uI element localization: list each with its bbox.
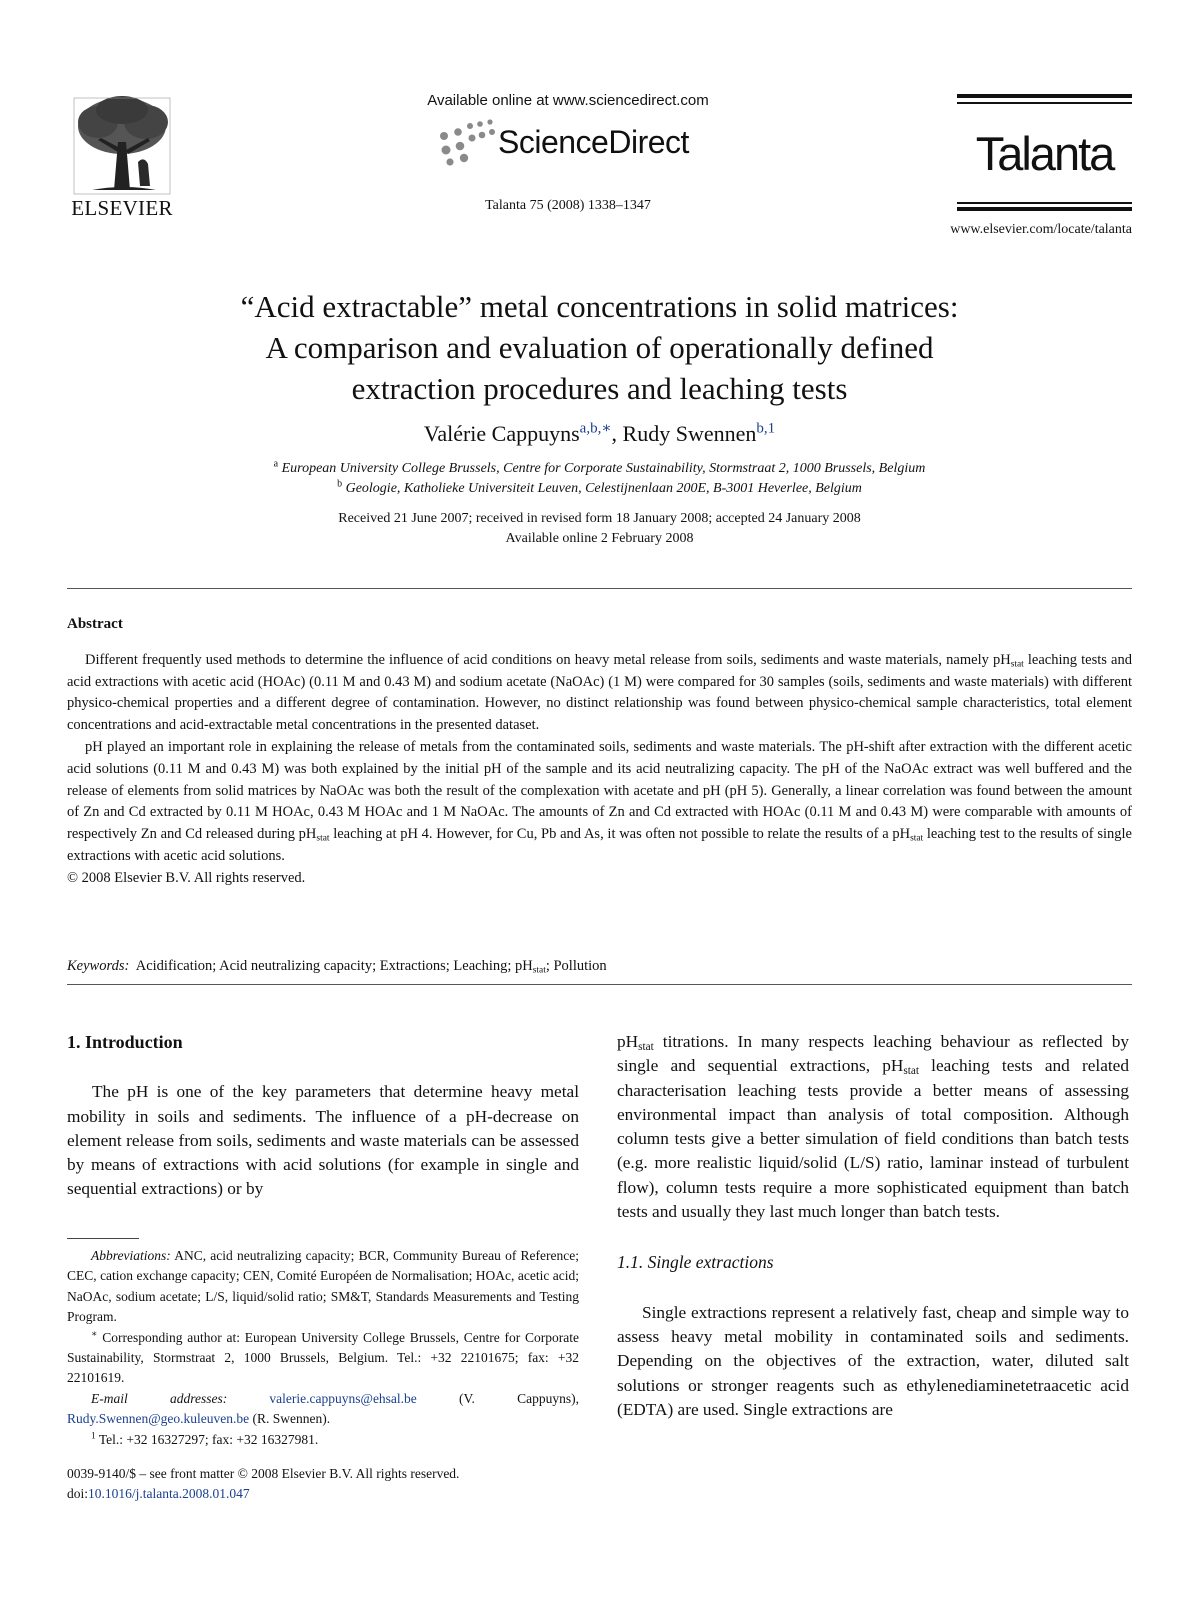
author-name: Rudy Swennen [622,421,757,446]
elsevier-tree-icon [68,92,176,200]
footnote-corresponding [67,1328,579,1389]
body-paragraph: Single extractions represent a relatively fast, cheap and simple way to assess heavy metal mobility in contaminated soils and sediments. Depending on the objectives of the extraction, water, diluted salt solutions or stronger reagents such as ethylenediaminetetraacetic acid (EDTA) are used. Single extractions are [617,1302,1129,1419]
footnote-emails [67,1389,579,1430]
subscript: stat [1010,659,1024,670]
masthead-rule-bottom [957,207,1132,211]
paper-title [100,286,1099,409]
journal-name: Talanta [975,127,1114,180]
footnote-mark: 1 [91,1431,96,1442]
affiliation-a [100,459,1099,479]
footnote-label: Abbreviations: [91,1248,171,1263]
footnote-text: Corresponding author at: European University College Brussels, Centre for Corporate Sustainability, Stormstraat 2, 1000 Brussels, Belgium. Tel.: +32 22101675; fax: +32 22101619. [67,1329,579,1386]
footnote-text: ANC, acid neutralizing capacity; BCR, Community Bureau of Reference; CEC, cation exchange capacity; CEN, Comité Européen de Normalisation; HOAc, acetic acid; NaOAc, sodium acetate; L/S, liquid/solid ratio; SM&T, Standards Measurements and Testing Program. [67,1248,579,1325]
keywords-text: ; Pollution [545,958,607,974]
doi-link[interactable]: 10.1016/j.talanta.2008.01.047 [88,1486,250,1502]
text-run: pH played an important role in explaining the release of metals from the contaminated soils, sediments and waste materials. The pH-shift after extraction with the different acetic acid solutions (0.11 M and 0.43 M) was both explained by the initial pH of the sample and its acid neutralizing capacity. The pH of the NaOAc extract was well buffered and the release of elements from solid matrices by NaOAc was both the result of the complexation with acetate and pH (pH 5). Generally, a linear correlation was found between the amount of Zn and Cd extracted by 0.11 M HOAc, 0.43 M HOAc and 1 M NaOAc. The amounts of Zn and Cd extracted with HOAc (0.11 M and 0.43 M) were comparable with amounts of respectively Zn and Cd released during pH [67,738,1132,843]
elsevier-wordmark: ELSEVIER [71,196,173,220]
author-name: Valérie Cappuyns [423,421,580,446]
author-list [100,421,1099,447]
journal-masthead [957,94,1132,214]
title-line-1: “Acid extractable” metal concentrations in solid matrices: [240,289,959,324]
masthead-rule-top-thin [957,102,1132,104]
journal-reference: Talanta 75 (2008) 1338–1347 [485,198,651,213]
text-run: titrations. In many respects leaching behaviour as reflected by single and sequential extractions, pH [617,1032,1129,1076]
title-line-2: A comparison and evaluation of operationally defined [265,330,934,365]
author-affiliation-marks[interactable]: b,1 [756,420,776,437]
right-column [617,1030,1129,1422]
text-run: leaching tests and acid extractions with acetic acid (HOAc) (0.11 M and 0.43 M) and sodium acetate (NaOAc) (1 M) were compared for 30 samples (soils, sediments and waste materials) with different physico-chemical properties and a different degree of contamination. However, no distinct relationship was found between physico-chemical sample characteristics, total element concentrations and acid-extractable metal concentrations in the presented dataset. [67,651,1132,734]
copyright-line: © 2008 Elsevier B.V. All rights reserved. [67,869,306,886]
text-run: leaching test to the results of single extractions with acetic acid solutions. [67,826,1132,864]
affiliation-text: European University College Brussels, Centre for Corporate Sustainability, Stormstraat 2, 1000 Brussels, Belgium [281,461,926,476]
keywords-text: Acidification; Acid neutralizing capacity; Extractions; Leaching; pH [135,958,533,974]
affiliation-label: b [337,478,343,490]
footnote-1 [67,1430,579,1450]
author-separator: , [611,421,623,446]
doi-label: doi: [67,1486,89,1502]
history-online: Available online 2 February 2008 [505,531,694,546]
sciencedirect-dots-icon [430,118,500,166]
subscript: stat [910,833,924,844]
section-heading: 1. Introduction [67,1032,183,1052]
divider [67,588,1132,589]
body-paragraph: The pH is one of the key parameters that determine heavy metal mobility in soils and sediments. The influence of a pH-decrease on element release from soils, sediments and waste materials can be assessed by means of extractions with acid solutions (for example in single and sequential extractions) or by [67,1082,579,1199]
history-received: Received 21 June 2007; received in revised form 18 January 2008; accepted 24 January 2008 [338,511,861,526]
masthead-rule-top [957,94,1132,98]
subsection-heading: 1.1. Single extractions [617,1252,774,1273]
footnote-text: Tel.: +32 16327297; fax: +32 16327981. [95,1431,319,1447]
sciencedirect-logo [430,118,720,168]
text-run: leaching at pH 4. However, for Cu, Pb and As, it was often not possible to relate the results of a pH [329,826,911,843]
subscript: stat [316,833,330,844]
left-column [67,1030,579,1202]
footnote-label: E-mail addresses: [91,1390,228,1406]
abstract-paragraph [67,737,1132,868]
masthead-rule-bottom-thin [957,202,1132,204]
keywords-label: Keywords: [67,958,130,974]
footnote-abbreviations [67,1246,579,1328]
author-affiliation-marks[interactable]: a,b,∗ [579,420,612,437]
affiliation-label: a [273,458,279,470]
affiliation-b [100,479,1099,499]
abstract-paragraph [67,650,1132,737]
article-history [100,509,1099,549]
email-link[interactable]: valerie.cappuyns@ehsal.be [269,1390,417,1406]
available-online-text: Available online at www.sciencedirect.com [427,92,709,109]
keywords [67,958,1132,975]
body-paragraph [617,1030,1129,1224]
text-run: pH [617,1032,639,1051]
journal-url-link[interactable]: www.elsevier.com/locate/talanta [950,222,1132,237]
elsevier-logo [68,92,176,222]
front-matter [67,1464,587,1505]
issn-line: 0039-9140/$ – see front matter © 2008 Elsevier B.V. All rights reserved. [67,1466,460,1481]
title-block [100,286,1099,549]
subscript: stat [638,1040,654,1053]
footnote-text: (V. Cappuyns), [416,1390,579,1406]
footnote-divider [67,1238,139,1239]
sciencedirect-wordmark: ScienceDirect [498,124,689,160]
footnotes [67,1246,579,1450]
title-line-3: extraction procedures and leaching tests [351,371,848,406]
subscript: stat [903,1065,919,1078]
text-run: leaching tests and related characterisation leaching tests provide a better means of assessing environmental impact than analysis of total composition. Although column tests give a better simulation of field conditions than batch tests (e.g. more realistic liquid/solid (L/S) ratio, laminar instead of turbulent flow), column tests require a more sophisticated equipment than batch tests and usually they last much longer than batch tests. [617,1056,1129,1222]
affiliation-text: Geologie, Katholieke Universiteit Leuven, Celestijnenlaan 200E, B-3001 Heverlee, Belgium [345,481,862,496]
subscript: stat [532,965,546,976]
doi-line [67,1484,587,1504]
text-run: Different frequently used methods to determine the influence of acid conditions on heavy metal release from soils, sediments and waste materials, namely pH [85,651,1011,668]
divider [67,984,1132,985]
footnote-text: (R. Swennen). [249,1411,331,1427]
affiliations [100,459,1099,499]
footnote-mark: ∗ [91,1329,98,1340]
email-link[interactable]: Rudy.Swennen@geo.kuleuven.be [67,1411,250,1427]
abstract-heading: Abstract [67,616,123,632]
abstract [67,614,1132,890]
